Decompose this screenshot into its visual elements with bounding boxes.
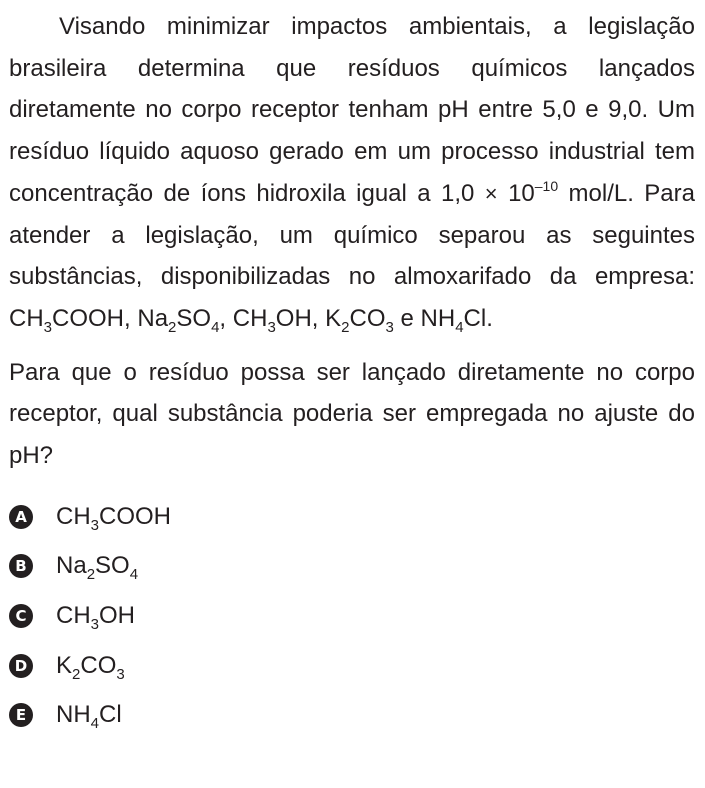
formula-part: Cl bbox=[99, 701, 122, 729]
formula-ch3oh bbox=[232, 304, 312, 336]
separator: , bbox=[219, 304, 227, 332]
option-e-formula bbox=[56, 700, 122, 733]
option-e-letter-icon: E bbox=[9, 703, 33, 727]
formula-part: K bbox=[325, 304, 342, 332]
formula-subscript: 4 bbox=[455, 318, 464, 336]
option-b-letter-icon: B bbox=[9, 554, 33, 578]
formula-subscript: 2 bbox=[86, 566, 96, 584]
separator: , bbox=[124, 304, 131, 332]
answer-options bbox=[9, 492, 695, 740]
formula-subscript: 3 bbox=[267, 318, 276, 336]
question-prompt: Para que o resíduo possa ser lançado diretamente no corpo receptor, qual substância poderia ser empregada no ajuste do pH? bbox=[9, 358, 695, 470]
formula-part: CO bbox=[80, 651, 117, 679]
formula-subscript: 4 bbox=[90, 715, 100, 733]
formula-part: CH bbox=[56, 601, 91, 629]
formula-subscript: 2 bbox=[168, 318, 177, 336]
formula-subscript: 3 bbox=[43, 318, 53, 336]
formula-nh4cl bbox=[420, 304, 487, 336]
formula-part: CH bbox=[232, 304, 268, 332]
formula-subscript: 3 bbox=[90, 516, 100, 534]
formula-part: K bbox=[56, 651, 73, 679]
formula-part: Na bbox=[137, 304, 169, 332]
formula-part: CH bbox=[56, 502, 91, 530]
statement-text-1: Visando minimizar impactos ambientais, a legislação brasileira determina que resíduos químicos lançados diretamente no corpo receptor tenham pH entre 5,0 e 9,0. Um resíduo líquido aquoso gerado em um processo industrial tem concentração de íons hidroxila igual a 1,0 bbox=[9, 13, 695, 207]
formula-part: SO bbox=[95, 552, 130, 580]
formula-subscript: 3 bbox=[90, 615, 100, 633]
formula-subscript: 2 bbox=[341, 318, 350, 336]
option-c-letter-icon: C bbox=[9, 604, 33, 628]
formula-part: CO bbox=[349, 304, 386, 332]
times-sign: × bbox=[484, 180, 498, 206]
formula-part: NH bbox=[420, 304, 456, 332]
option-d-formula bbox=[56, 651, 125, 681]
option-b[interactable] bbox=[9, 541, 695, 591]
option-a-letter-icon: A bbox=[9, 505, 33, 529]
option-a[interactable] bbox=[9, 492, 695, 542]
formula-part: NH bbox=[56, 701, 91, 729]
separator: , bbox=[311, 304, 319, 332]
option-b-formula bbox=[56, 551, 139, 584]
formula-subscript: 2 bbox=[72, 665, 81, 683]
conjunction: e bbox=[400, 304, 414, 332]
formula-subscript: 3 bbox=[116, 665, 125, 683]
formula-subscript: 3 bbox=[385, 318, 394, 336]
formula-part: OH bbox=[99, 601, 136, 629]
formula-subscript: 4 bbox=[129, 566, 139, 584]
formula-na2so4 bbox=[137, 304, 220, 336]
option-d[interactable] bbox=[9, 641, 695, 691]
power-base: 10 bbox=[508, 179, 535, 207]
formula-part: OH bbox=[275, 304, 312, 332]
formula-part: Na bbox=[56, 552, 87, 580]
option-c[interactable] bbox=[9, 591, 695, 641]
formula-k2co3 bbox=[325, 304, 394, 336]
formula-part: COOH bbox=[99, 502, 172, 530]
formula-ch3cooh bbox=[9, 304, 125, 336]
period: . bbox=[486, 304, 493, 332]
question-statement bbox=[9, 6, 695, 340]
formula-part: SO bbox=[176, 304, 212, 332]
option-d-letter-icon: D bbox=[9, 654, 33, 678]
formula-part: COOH bbox=[52, 304, 125, 332]
option-e[interactable] bbox=[9, 690, 695, 740]
formula-part: CH bbox=[9, 304, 44, 332]
power-exponent: –10 bbox=[534, 177, 559, 194]
formula-part: Cl bbox=[463, 304, 487, 332]
statement-text-2: mol/L. Para atender a legislação, um químico separou as seguintes substâncias, disponibilizadas no almoxarifado da empresa: bbox=[9, 179, 695, 291]
option-a-formula bbox=[56, 502, 171, 532]
formula-subscript: 4 bbox=[211, 318, 220, 336]
option-c-formula bbox=[56, 601, 135, 631]
